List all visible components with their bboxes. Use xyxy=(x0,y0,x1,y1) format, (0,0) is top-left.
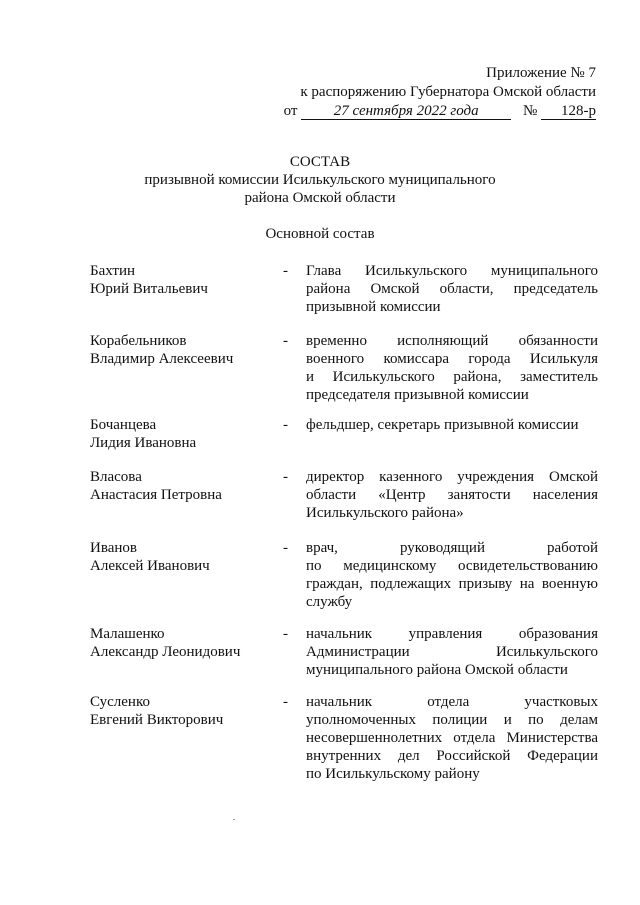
member-given-names: Анастасия Петровна xyxy=(90,487,222,503)
separator-dash: - xyxy=(283,626,288,642)
member-name xyxy=(90,332,280,368)
member-name xyxy=(90,468,280,504)
member-role: начальник управления образования Администрации Исилькульского муниципального района Омской области xyxy=(306,626,598,678)
order-number: 128-р xyxy=(541,102,596,120)
member-name xyxy=(90,539,280,575)
member-given-names: Александр Леонидович xyxy=(90,644,241,660)
member-given-names: Юрий Витальевич xyxy=(90,281,208,297)
separator-dash: - xyxy=(283,540,288,556)
member-surname: Иванов xyxy=(90,540,137,556)
member-surname: Сусленко xyxy=(90,694,150,710)
order-date-line xyxy=(284,102,596,120)
member-surname: Малашенко xyxy=(90,626,165,642)
member-role: временно исполняющий обязанности военного комиссара города Исилькуля и Исилькульского района, заместитель председателя призывной комиссии xyxy=(306,333,598,403)
separator-dash: - xyxy=(283,469,288,485)
member-name xyxy=(90,693,280,729)
member-name xyxy=(90,262,280,298)
member-name xyxy=(90,625,280,661)
member-surname: Бахтин xyxy=(90,263,136,279)
member-given-names: Лидия Ивановна xyxy=(90,435,197,451)
member-name xyxy=(90,416,280,452)
separator-dash: - xyxy=(283,333,288,349)
member-role: директор казенного учреждения Омской области «Центр занятости населения Исилькульского района» xyxy=(306,469,598,521)
document-subtitle-line-1: призывной комиссии Исилькульского муниципального xyxy=(144,172,496,188)
order-date: 27 сентября 2022 года xyxy=(301,102,511,120)
member-role: врач, руководящий работой по медицинскому освидетельствованию граждан, подлежащих призыву на военную службу xyxy=(306,540,598,610)
member-given-names: Евгений Викторович xyxy=(90,712,224,728)
document-title: СОСТАВ xyxy=(289,154,351,170)
date-prefix: от xyxy=(283,103,298,119)
member-role: фельдшер, секретарь призывной комиссии xyxy=(306,417,579,433)
separator-dash: - xyxy=(283,694,288,710)
member-given-names: Владимир Алексеевич xyxy=(90,351,234,367)
separator-dash: - xyxy=(283,417,288,433)
separator-dash: - xyxy=(283,263,288,279)
member-role: начальник отдела участковых уполномоченных полиции и по делам несовершеннолетних отдела Министерства внутренних дел Российской Федерации по Исилькульскому району xyxy=(306,694,598,782)
section-heading: Основной состав xyxy=(265,226,375,242)
member-surname: Корабельников xyxy=(90,333,187,349)
appendix-number: Приложение № 7 xyxy=(486,65,596,81)
member-surname: Власова xyxy=(90,469,142,485)
document-subtitle-line-2: района Омской области xyxy=(244,190,396,206)
number-prefix: № xyxy=(522,103,538,119)
member-role: Глава Исилькульского муниципального района Омской области, председатель призывной комиссии xyxy=(306,263,598,315)
member-given-names: Алексей Иванович xyxy=(90,558,210,574)
order-reference: к распоряжению Губернатора Омской области xyxy=(300,84,596,100)
scan-speck xyxy=(233,819,235,820)
member-surname: Бочанцева xyxy=(90,417,157,433)
